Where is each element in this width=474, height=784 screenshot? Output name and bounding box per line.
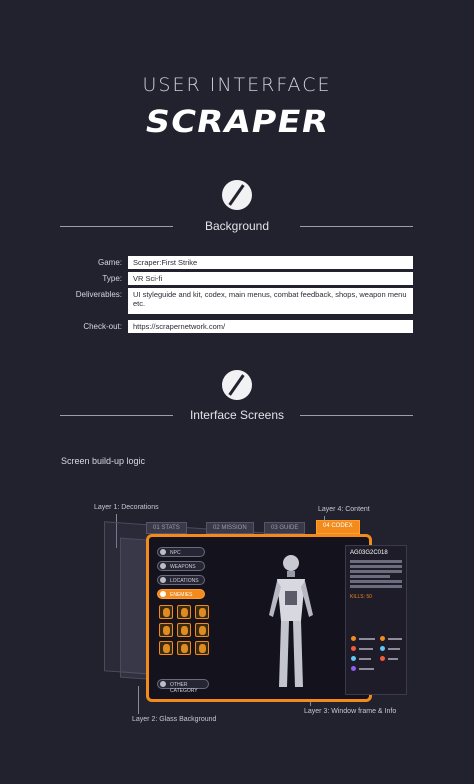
enemy-thumbnail[interactable] xyxy=(195,641,209,655)
tab-guide[interactable]: 03 GUIDE xyxy=(264,522,305,534)
codex-item-locations[interactable] xyxy=(157,575,205,585)
info-row-checkout xyxy=(60,320,413,333)
leader-line xyxy=(138,686,139,714)
info-value: Scraper:First Strike xyxy=(128,256,413,269)
tab-codex[interactable]: 04 CODEX xyxy=(316,520,360,534)
enemy-thumbnail[interactable] xyxy=(195,623,209,637)
codex-item-label: ENEMIES xyxy=(170,592,193,598)
stat-bar xyxy=(359,638,375,640)
screen-buildup-illustration xyxy=(60,490,420,740)
text-line xyxy=(350,560,402,563)
info-value: UI styleguide and kit, codex, main menus, combat feedback, shops, weapon menu etc. xyxy=(128,288,413,314)
stat-bar xyxy=(359,668,374,670)
codex-item-enemies[interactable] xyxy=(157,589,205,599)
layer-label-content: Layer 4: Content xyxy=(318,506,370,513)
codex-item-label: LOCATIONS xyxy=(170,578,199,584)
tab-stats[interactable]: 01 STATS xyxy=(146,522,187,534)
info-label: Check-out: xyxy=(83,322,122,331)
circle-slash-icon xyxy=(222,180,252,210)
info-row-type xyxy=(60,272,413,285)
stat-icon xyxy=(351,656,356,661)
codex-info-panel xyxy=(345,545,407,695)
window-frame xyxy=(146,534,388,702)
text-line xyxy=(350,565,402,568)
enemy-thumbnail[interactable] xyxy=(159,623,173,637)
info-label: Deliverables: xyxy=(75,290,122,299)
item-dot-icon xyxy=(160,681,166,687)
stat-icon xyxy=(380,646,385,651)
section-title-interface-screens: Interface Screens xyxy=(189,408,285,422)
stat-icon xyxy=(380,636,385,641)
stat-icon xyxy=(351,646,356,651)
text-line xyxy=(350,575,390,578)
item-dot-icon xyxy=(160,577,166,583)
stat-bar xyxy=(388,658,398,660)
item-dot-icon xyxy=(160,591,166,597)
brand-logo: SCRAPER xyxy=(142,104,332,140)
stat-icon xyxy=(351,636,356,641)
page-kicker: USER INTERFACE xyxy=(142,74,332,96)
text-line xyxy=(350,570,402,573)
codex-item-label: OTHER CATEGORY xyxy=(170,682,198,694)
stat-icon xyxy=(380,656,385,661)
codex-kills-label: KILLS: 50 xyxy=(350,594,372,600)
layer-label-glass: Layer 2: Glass Background xyxy=(132,716,217,723)
section-title-background: Background xyxy=(204,219,270,233)
enemy-thumbnail[interactable] xyxy=(159,641,173,655)
info-row-deliverables xyxy=(60,288,413,314)
stat-bar xyxy=(388,638,402,640)
stat-bar xyxy=(359,648,373,650)
codex-item-other-category[interactable] xyxy=(157,679,209,694)
layer-label-frame: Layer 3: Window frame & Info xyxy=(304,708,397,715)
item-dot-icon xyxy=(160,549,166,555)
stat-icon xyxy=(351,666,356,671)
screen-buildup-subheading: Screen build-up logic xyxy=(61,456,146,466)
codex-item-label: NPC xyxy=(170,550,181,556)
info-label: Type: xyxy=(102,274,122,283)
codex-item-npc[interactable] xyxy=(157,547,205,557)
codex-entry-title: AG03G2C018 xyxy=(350,550,388,556)
enemy-thumbnail[interactable] xyxy=(159,605,173,619)
checkout-link[interactable]: https://scrapernetwork.com/ xyxy=(128,320,413,333)
robot-character-image xyxy=(267,551,315,691)
enemy-thumbnail[interactable] xyxy=(177,605,191,619)
codex-item-label: WEAPONS xyxy=(170,564,196,570)
text-line xyxy=(350,585,402,588)
info-label: Game: xyxy=(97,258,122,267)
info-row-game xyxy=(60,256,413,269)
enemy-thumbnail[interactable] xyxy=(177,641,191,655)
stat-bar xyxy=(359,658,371,660)
enemy-thumbnail[interactable] xyxy=(177,623,191,637)
item-dot-icon xyxy=(160,563,166,569)
stat-bar xyxy=(388,648,400,650)
text-line xyxy=(350,580,402,583)
enemy-thumbnail[interactable] xyxy=(195,605,209,619)
circle-slash-icon xyxy=(222,370,252,400)
layer-label-decorations: Layer 1: Decorations xyxy=(94,504,159,511)
codex-item-weapons[interactable] xyxy=(157,561,205,571)
info-value: VR Sci-fi xyxy=(128,272,413,285)
tab-mission[interactable]: 02 MISSION xyxy=(206,522,254,534)
